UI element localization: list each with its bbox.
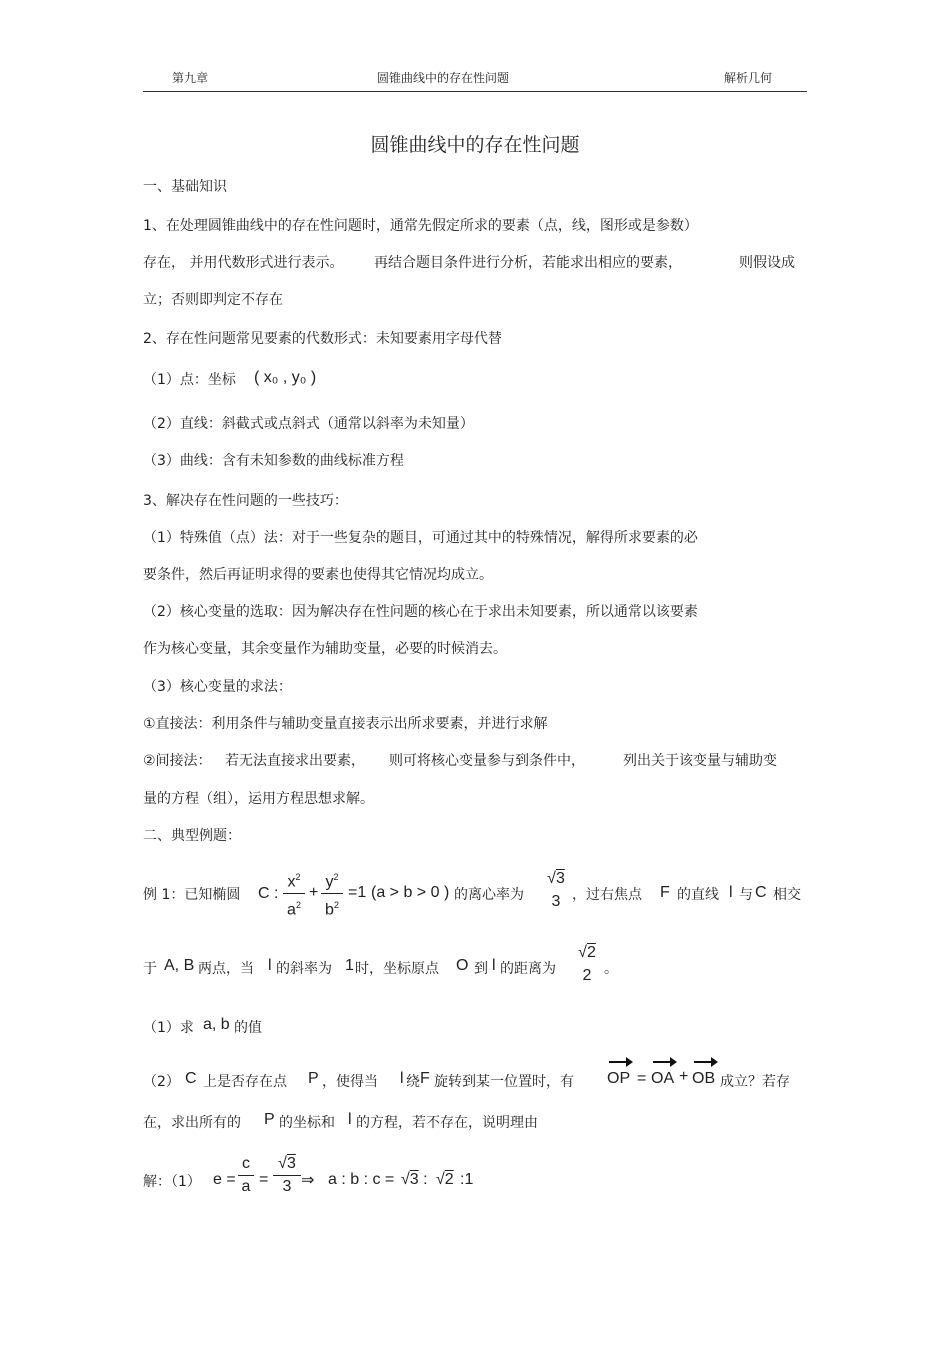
around-text: 绕 xyxy=(406,1074,420,1090)
focus-F-2: F xyxy=(420,1070,430,1087)
item-line: （2）直线：斜截式或点斜式（通常以斜率为未知量） xyxy=(143,416,474,432)
and-text: 与 xyxy=(739,887,753,903)
method-direct: ①直接法：利用条件与辅助变量直接表示出所求要素，并进行求解 xyxy=(143,716,548,732)
question-1-end: 的值 xyxy=(234,1020,262,1036)
points-AB: A, B xyxy=(164,957,195,974)
ratio-sqrt2: √2 xyxy=(436,1171,454,1188)
section-heading-examples: 二、典型例题： xyxy=(143,828,241,844)
plus-sign: + xyxy=(309,884,319,901)
tip-2-cont: 作为核心变量，其余变量作为辅助变量，必要的时候消去。 xyxy=(143,641,507,657)
question-1-label: （1）求 xyxy=(143,1020,194,1036)
question-2-label: （2） xyxy=(143,1074,180,1090)
vars-ab: a, b xyxy=(203,1016,230,1033)
item-curve: （3）曲线：含有未知参数的曲线标准方程 xyxy=(143,453,404,469)
focus-text: ，过右焦点 xyxy=(572,887,642,903)
rotate-text: 旋转到某一位置时，有 xyxy=(434,1074,574,1090)
vector-OB: OB xyxy=(692,1070,716,1087)
line-l-2: l xyxy=(268,957,272,974)
ratio-one: :1 xyxy=(460,1171,474,1188)
point-coordinate-formula: ( x₀ , y₀ ) xyxy=(254,369,317,386)
vector-plus: + xyxy=(679,1068,689,1085)
line-l: l xyxy=(729,884,733,901)
page-title: 圆锥曲线中的存在性问题 xyxy=(370,134,580,156)
exists-point-text: 上是否存在点 xyxy=(203,1074,287,1090)
method-indirect-a: ②间接法： xyxy=(143,753,212,769)
question-2-cont-a: 在，求出所有的 xyxy=(143,1115,241,1131)
fraction-c-over-a: c a xyxy=(238,1154,254,1197)
point-P: P xyxy=(308,1070,319,1087)
line-text: 的直线 xyxy=(677,887,719,903)
solution-e-equals: e = xyxy=(213,1171,236,1188)
ratio-lhs: a : b : c = xyxy=(328,1171,395,1188)
at-text: 于 xyxy=(143,961,157,977)
curve-C-2: C xyxy=(185,1070,197,1087)
vector-arrow-OB xyxy=(694,1061,716,1063)
tip-1-cont: 要条件，然后再证明求得的要素也使得其它情况均成立。 xyxy=(143,567,493,583)
header-chapter: 第九章 xyxy=(172,71,209,85)
fraction-sqrt3-over-3-sol: √3 3 xyxy=(273,1154,301,1197)
two-points-text: 两点，当 xyxy=(198,961,254,977)
holds-text: 成立？若存 xyxy=(720,1074,790,1090)
ratio-sqrt3: √3 : xyxy=(401,1171,428,1188)
solution-label: 解：（1） xyxy=(143,1174,201,1190)
section-heading-basics: 一、基础知识 xyxy=(143,179,227,195)
focus-F: F xyxy=(660,884,670,901)
method-indirect-d: 列出关于该变量与辅助变 xyxy=(623,753,777,769)
paragraph-1: 1、在处理圆锥曲线中的存在性问题时，通常先假定所求的要素（点，线，图形或是参数） xyxy=(143,218,698,234)
curve-C: C xyxy=(755,884,767,901)
point-P-2: P xyxy=(264,1111,275,1128)
paragraph-3: 3、解决存在性问题的一些技巧： xyxy=(143,493,348,509)
item-point: （1）点：坐标 xyxy=(143,372,236,388)
method-indirect-end: 量的方程（组），运用方程思想求解。 xyxy=(143,791,374,807)
implies-arrow: ⇒ xyxy=(301,1172,315,1189)
paragraph-1-cont-c: 则假设成 xyxy=(739,255,795,271)
paragraph-2: 2、存在性问题常见要素的代数形式：未知要素用字母代替 xyxy=(143,331,502,347)
vector-OP: OP xyxy=(607,1070,631,1087)
fraction-sqrt2-over-2: √2 2 xyxy=(578,944,596,984)
vector-arrow-OA xyxy=(653,1061,675,1063)
header-rule xyxy=(143,91,807,92)
line-l-5: l xyxy=(348,1111,352,1128)
example-label: 例 1：已知椭圆 xyxy=(143,887,241,903)
origin-O: O xyxy=(456,957,469,974)
paragraph-1-end: 立；否则即判定不存在 xyxy=(143,292,283,308)
distance-text: 的距离为 xyxy=(500,961,556,977)
tip-2: （2）核心变量的选取：因为解决存在性问题的核心在于求出未知要素，所以通常以该要素 xyxy=(143,604,698,620)
slope-text: 的斜率为 xyxy=(276,961,332,977)
eccentricity-text: 的离心率为 xyxy=(454,887,524,903)
question-2-cont-b: 的坐标和 xyxy=(279,1115,335,1131)
fraction-y2-b2: $y^2$ $b^2$ xyxy=(321,867,343,921)
vector-equals: = xyxy=(637,1070,647,1087)
slope-value: 1 xyxy=(345,957,354,974)
origin-text: 时，坐标原点 xyxy=(355,961,439,977)
vector-OA: OA xyxy=(651,1070,675,1087)
line-l-3: l xyxy=(492,957,496,974)
line-l-4: l xyxy=(400,1070,404,1087)
equals-one: =1 xyxy=(348,884,367,901)
question-2-cont-c: 的方程，若不存在，说明理由 xyxy=(356,1115,538,1131)
paragraph-1-cont-a: 存在， 并用代数形式进行表示。 xyxy=(143,255,344,271)
period: 。 xyxy=(604,961,618,977)
method-indirect-b: 若无法直接求出要素， xyxy=(225,753,365,769)
tip-1: （1）特殊值（点）法：对于一些复杂的题目，可通过其中的特殊情况，解得所求要素的必 xyxy=(143,530,698,546)
intersect-text: 相交 xyxy=(773,887,801,903)
ellipse-condition: (a > b > 0 ) xyxy=(371,884,450,901)
paragraph-1-cont-b: 再结合题目条件进行分析，若能求出相应的要素， xyxy=(374,255,682,271)
method-indirect-c: 则可将核心变量参与到条件中， xyxy=(389,753,585,769)
vector-arrow-OP xyxy=(609,1061,631,1063)
when-text: ，使得当 xyxy=(322,1074,378,1090)
header-subject: 解析几何 xyxy=(724,71,773,85)
to-text: 到 xyxy=(474,961,488,977)
tip-3: （3）核心变量的求法： xyxy=(143,679,292,695)
solution-equals-2: = xyxy=(259,1171,269,1188)
fraction-sqrt3-over-3: √3 3 xyxy=(547,870,565,910)
header-topic: 圆锥曲线中的存在性问题 xyxy=(377,71,510,85)
fraction-x2-a2: $x^2$ $a^2$ xyxy=(283,867,305,921)
ellipse-name: C : xyxy=(258,885,279,902)
